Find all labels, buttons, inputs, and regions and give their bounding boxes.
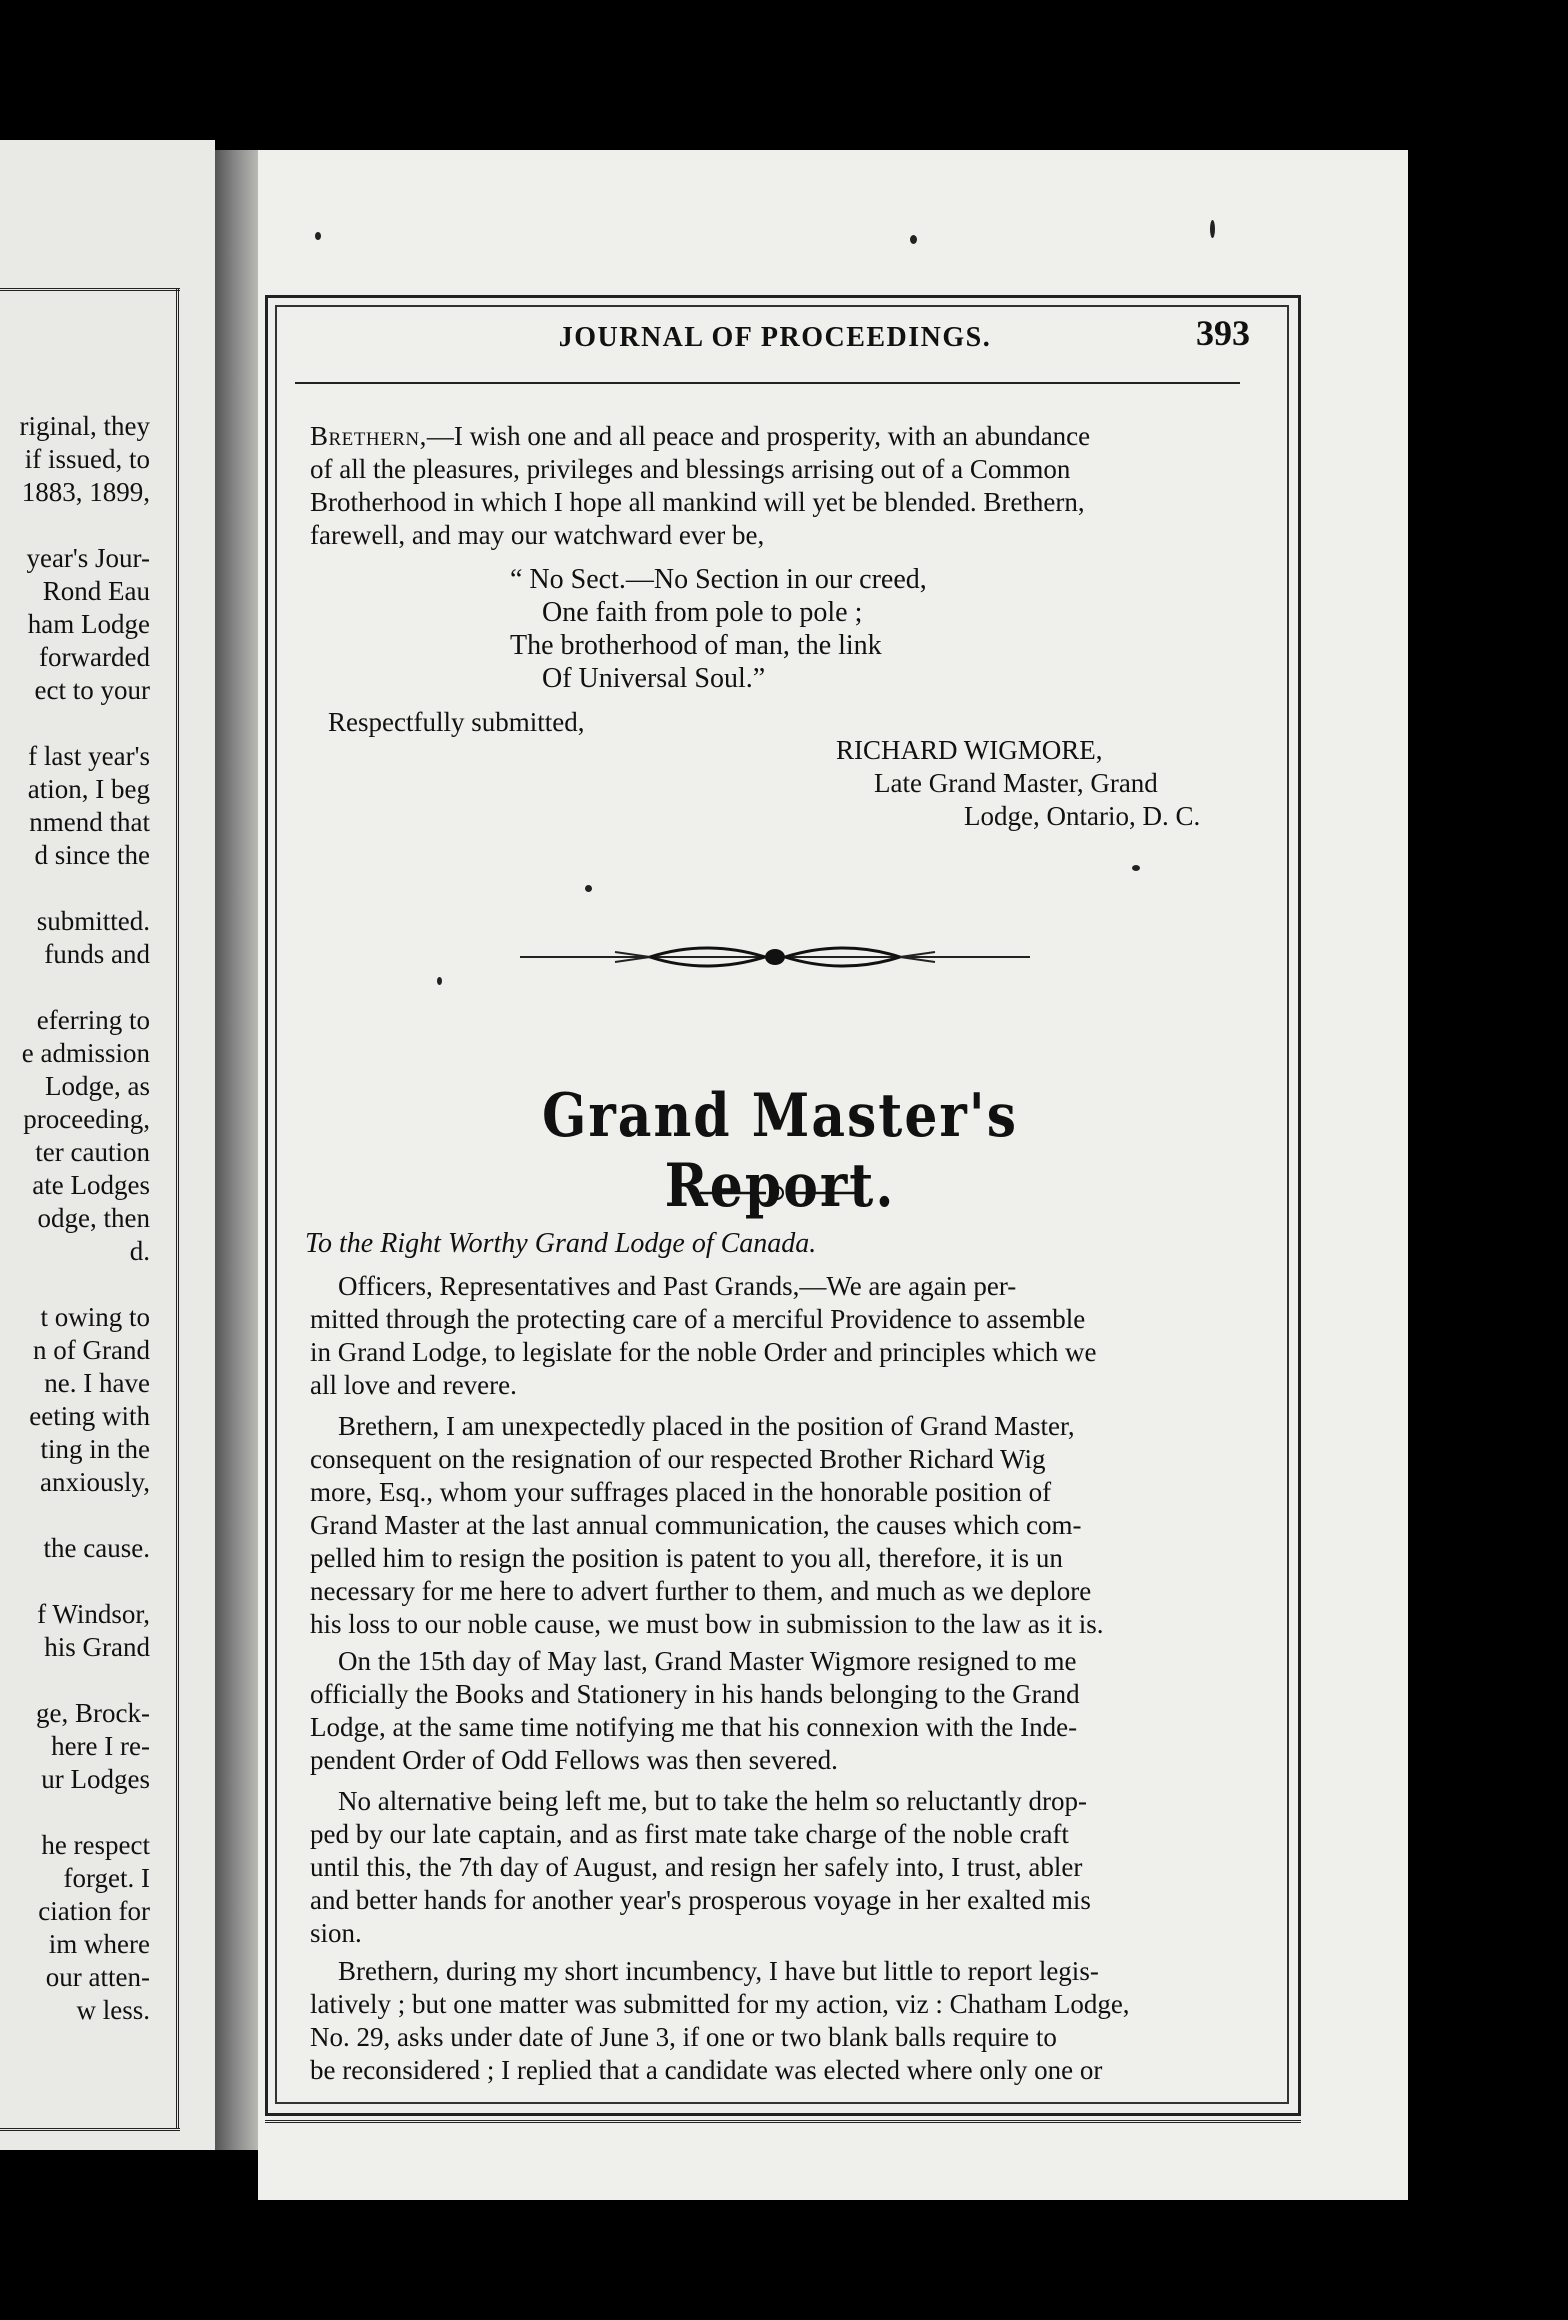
signoff: Respectfully submitted, [328,707,585,737]
left-page-line: n of Grand [33,1335,150,1365]
left-page-line: d. [129,1236,150,1266]
poem-line: One faith from pole to pole ; [542,597,863,628]
left-page-fragment [0,140,215,2150]
paragraph-line: consequent on the resignation of our respected Brother Richard Wig [310,1444,1046,1474]
left-page-line: forget. I [63,1863,150,1893]
left-page-line [0,707,150,740]
report-title: Grand Master's Report. [542,1080,1018,1222]
speck [315,232,321,240]
left-page-line: ciation for [38,1896,150,1926]
left-page-line: d since the [34,840,150,870]
paragraph-line: ped by our late captain, and as first mate take charge of the noble craft [310,1819,1069,1849]
poem-quote [510,563,1070,695]
left-page-line [0,509,150,542]
left-page-line: ge, Brock- [36,1698,150,1728]
paragraph-line: Brethern, I am unexpectedly placed in the position of Grand Master, [338,1411,1075,1441]
left-page-line: w less. [76,1995,150,2025]
page-number: 393 [1196,313,1250,353]
running-head: JOURNAL OF PROCEEDINGS. [558,322,992,353]
speck [910,235,917,244]
report-paragraph [310,1270,1245,1402]
signer-title: Lodge, Ontario, D. C. [964,801,1201,831]
left-page-line: the cause. [43,1533,150,1563]
left-page-line: here I re- [51,1731,150,1761]
paragraph-line: On the 15th day of May last, Grand Master Wigmore resigned to me [338,1646,1077,1676]
paragraph-line: more, Esq., whom your suffrages placed in the honorable position of [310,1477,1052,1507]
header-rule [295,382,1240,384]
left-page-bottom-rule [0,2128,180,2131]
left-page-line: ne. I have [44,1368,150,1398]
left-page-line: proceeding, [23,1104,150,1134]
left-page-line: forwarded [39,642,150,672]
report-paragraph [310,1785,1245,1950]
poem-line: Of Universal Soul.” [542,663,766,694]
left-page-top-rule [0,288,180,291]
left-page-line: ur Lodges [41,1764,150,1794]
left-page-line: Lodge, as [45,1071,150,1101]
paragraph-line: Grand Master at the last annual communication, the causes which com- [310,1510,1082,1540]
paragraph-line: of all the pleasures, privileges and blessings arrising out of a Common [310,454,1071,484]
left-page-line: anxiously, [40,1467,150,1497]
left-page-text [0,410,150,2027]
left-page-line: his Grand [44,1632,150,1662]
left-page-line [0,1499,150,1532]
title-rule [700,1178,855,1208]
left-page-line: he respect [41,1830,150,1860]
signature-block [836,734,1256,833]
left-page-line: eferring to [36,1005,150,1035]
left-page-line [0,872,150,905]
paragraph-line: in Grand Lodge, to legislate for the noble Order and principles which we [310,1337,1097,1367]
left-page-side-rule [176,288,179,2128]
report-paragraph [310,1645,1245,1777]
left-page-line: 1883, 1899, [21,477,150,507]
left-page-line: t owing to [40,1302,150,1332]
left-page-line: im where [48,1929,150,1959]
paragraph-line: all love and revere. [310,1370,517,1400]
paragraph-line: pendent Order of Odd Fellows was then severed. [310,1745,838,1775]
speck [1210,220,1215,238]
left-page-line: odge, then [37,1203,150,1233]
report-paragraph [310,1955,1245,2087]
paragraph-line: pelled him to resign the position is patent to you all, therefore, it is un [310,1543,1063,1573]
left-page-line: ation, I beg [27,774,150,804]
paragraph-line: latively ; but one matter was submitted for my action, viz : Chatham Lodge, [310,1989,1130,2019]
left-page-line [0,1664,150,1697]
left-page-line: if issued, to [24,444,150,474]
left-page-line: f Windsor, [37,1599,150,1629]
paragraph-line: his loss to our noble cause, we must bow in submission to the law as it is. [310,1609,1104,1639]
speck [585,885,592,892]
signer-title: Late Grand Master, Grand [874,768,1158,798]
brethern-paragraph [310,420,1245,552]
paragraph-line: and better hands for another year's prosperous voyage in her exalted mis [310,1885,1091,1915]
speck [1132,865,1140,871]
left-page-line: our atten- [45,1962,150,1992]
left-page-line: Rond Eau [42,576,150,606]
speck [437,977,442,985]
left-page-line: year's Jour- [26,543,150,573]
paragraph-line: Brethern, during my short incumbency, I have but little to report legis- [338,1956,1099,1986]
paragraph-line: Brethern,—I wish one and all peace and prosperity, with an abundance [310,421,1091,451]
left-page-line: riginal, they [19,411,150,441]
left-page-line [0,1565,150,1598]
lead-word: Brethern, [310,421,427,451]
left-page-line: e admission [21,1038,150,1068]
paragraph-line: Officers, Representatives and Past Grands,—We are again per- [338,1271,1017,1301]
paragraph-line: necessary for me here to advert further to them, and much as we deplore [310,1576,1092,1606]
poem-line: The brotherhood of man, the link [510,630,882,661]
left-page-line [0,1796,150,1829]
left-page-line: submitted. [36,906,150,936]
left-page-line [0,1268,150,1301]
book-gutter [215,150,260,2150]
page-frame-bottom-rule [265,2120,1301,2123]
left-page-line: f last year's [28,741,150,771]
left-page-line: ate Lodges [32,1170,150,1200]
signer-name: RICHARD WIGMORE, [836,735,1103,765]
paragraph-line: No. 29, asks under date of June 3, if one or two blank balls require to [310,2022,1057,2052]
left-page-line: ect to your [34,675,150,705]
salutation: To the Right Worthy Grand Lodge of Canada. [305,1228,817,1259]
poem-line: “ No Sect.—No Section in our creed, [510,564,927,595]
paragraph-line: until this, the 7th day of August, and resign her safely into, I trust, abler [310,1852,1083,1882]
left-page-line: ter caution [35,1137,150,1167]
left-page-line: funds and [44,939,150,969]
ornamental-divider [520,940,1030,974]
left-page-line: eeting with [29,1401,150,1431]
report-paragraph [310,1410,1245,1641]
paragraph-line: Lodge, at the same time notifying me that his connexion with the Inde- [310,1712,1078,1742]
paragraph-line: be reconsidered ; I replied that a candidate was elected where only one or [310,2055,1103,2085]
paragraph-line: farewell, and may our watchward ever be, [310,520,765,550]
left-page-line [0,971,150,1004]
paragraph-line: sion. [310,1918,362,1948]
left-page-line: nmend that [29,807,150,837]
left-page-line: ham Lodge [27,609,150,639]
paragraph-line: Brotherhood in which I hope all mankind will yet be blended. Brethern, [310,487,1085,517]
paragraph-line: mitted through the protecting care of a merciful Providence to assemble [310,1304,1086,1334]
paragraph-line: officially the Books and Stationery in his hands belonging to the Grand [310,1679,1080,1709]
paragraph-line: No alternative being left me, but to take the helm so reluctantly drop- [338,1786,1088,1816]
left-page-line: ting in the [40,1434,150,1464]
